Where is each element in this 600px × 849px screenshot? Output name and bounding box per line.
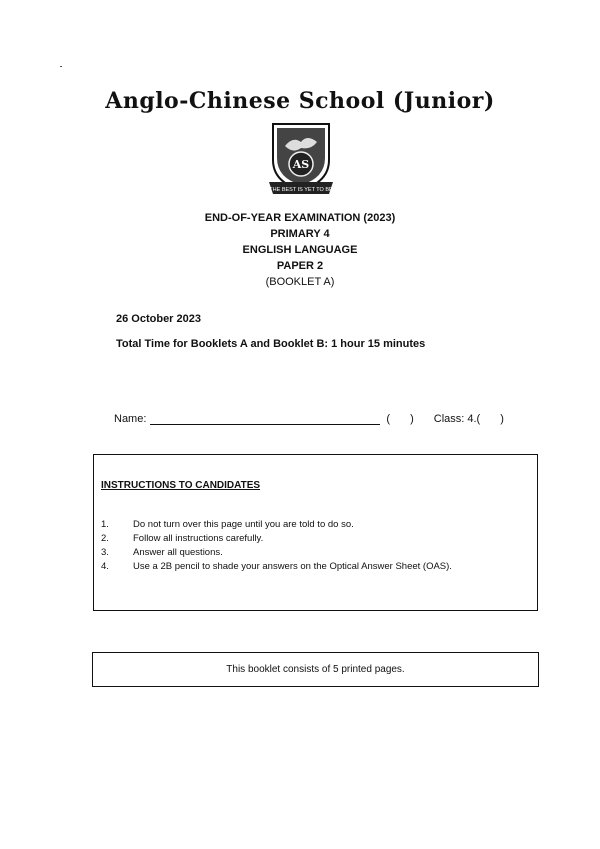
instructions-heading: INSTRUCTIONS TO CANDIDATES — [101, 480, 261, 491]
exam-paper: PAPER 2 — [276, 260, 324, 272]
list-item: 4. Use a 2B pencil to shade your answers on the Optical Answer Sheet (OAS). — [101, 561, 452, 572]
svg-text:AS: AS — [292, 158, 310, 171]
name-label: Name: — [114, 413, 147, 425]
register-number-open: ( — [386, 413, 391, 425]
class-label: Class: 4.( — [433, 413, 481, 425]
exam-date: 26 October 2023 — [116, 313, 201, 325]
scan-speck — [60, 66, 62, 67]
name-field[interactable] — [150, 412, 380, 425]
register-number-close: ) — [410, 413, 414, 425]
exam-title-block — [0, 210, 600, 290]
school-name: Anglo-Chinese School (Junior) — [105, 88, 495, 114]
exam-booklet: (BOOKLET A) — [265, 276, 335, 288]
candidate-details-row — [114, 412, 504, 425]
instructions-list — [101, 518, 452, 574]
list-item: 1. Do not turn over this page until you are told to do so. — [101, 519, 354, 530]
school-crest — [263, 120, 339, 200]
list-item: 2. Follow all instructions carefully. — [101, 533, 264, 544]
page-count-box — [92, 652, 539, 687]
exam-level: PRIMARY 4 — [270, 228, 330, 240]
list-item: 3. Answer all questions. — [101, 547, 223, 558]
instructions-box — [93, 454, 538, 611]
total-time: Total Time for Booklets A and Booklet B: 1 hour 15 minutes — [116, 338, 426, 350]
page-count-note: This booklet consists of 5 printed pages. — [226, 664, 405, 675]
exam-title: END-OF-YEAR EXAMINATION (2023) — [204, 212, 396, 224]
exam-subject: ENGLISH LANGUAGE — [242, 244, 358, 256]
class-close: ) — [500, 413, 504, 425]
motto-text: THE BEST IS YET TO BE — [269, 187, 333, 193]
